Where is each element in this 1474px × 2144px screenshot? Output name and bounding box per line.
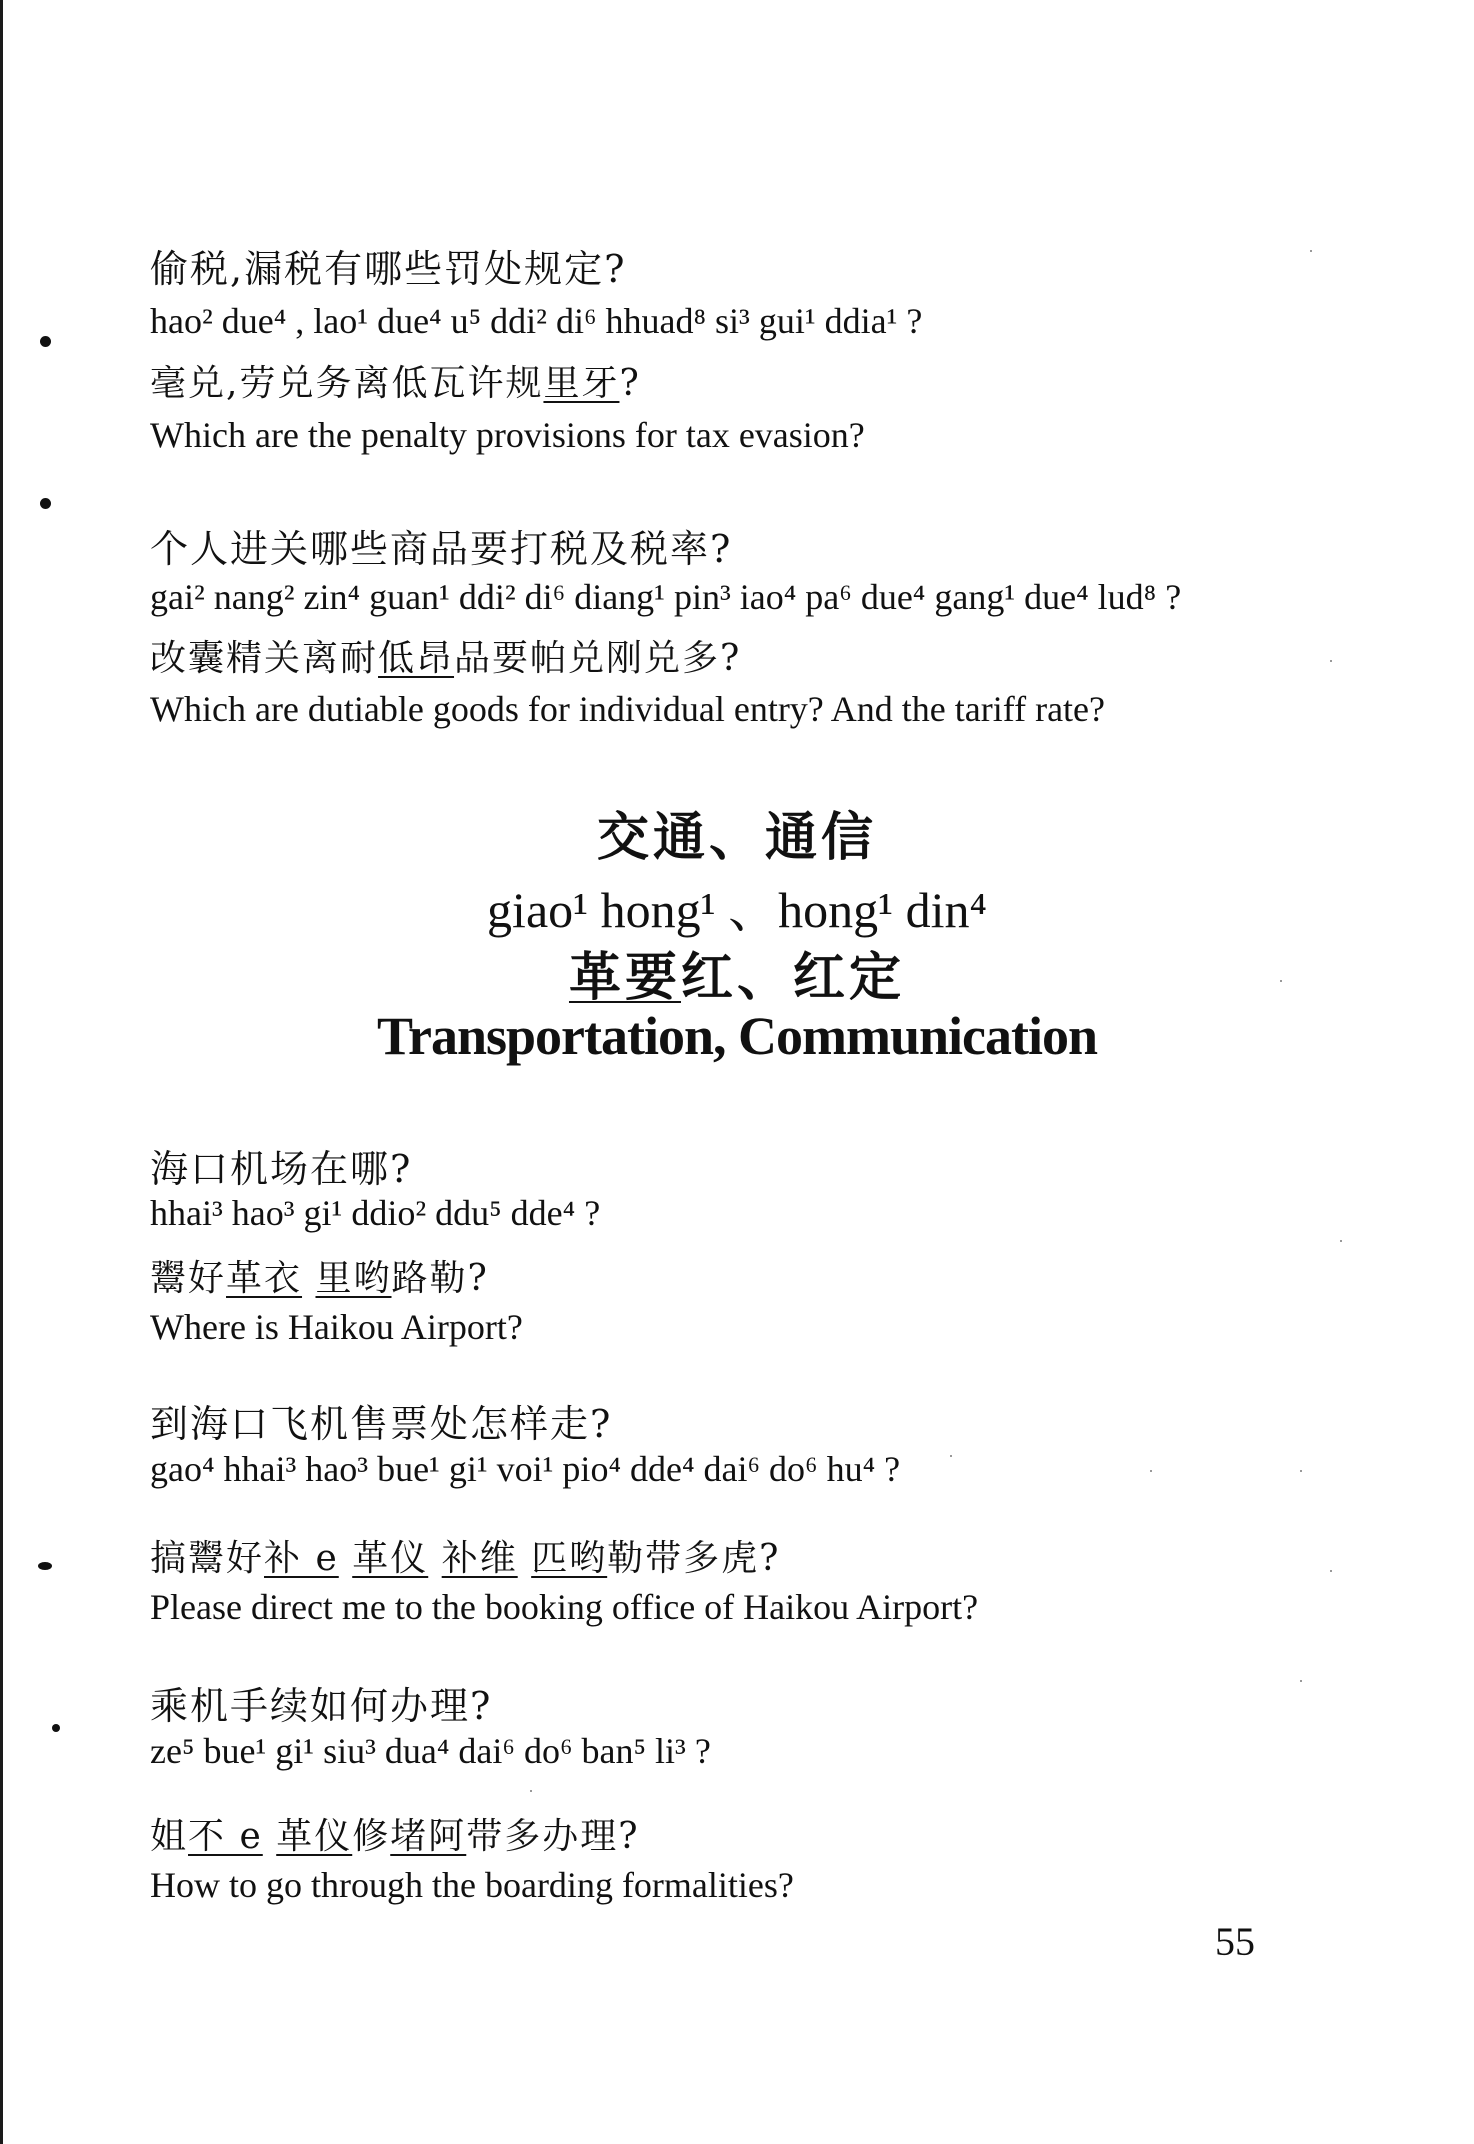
dialect-text: 改囊精关离耐 <box>150 638 379 679</box>
page-number: 55 <box>1215 1919 1255 1964</box>
entry-4-pinyin: gao⁴ hhai³ hao³ bue¹ gi¹ voi¹ pio⁴ dde⁴ dai⁶ do⁶ hu⁴ ? <box>150 1449 901 1489</box>
dialect-text: 勒带多虎? <box>607 1538 781 1579</box>
dialect-underlined: 里哟 <box>315 1258 392 1299</box>
entry-2-pinyin: gai² nang² zin⁴ guan¹ ddi² di⁶ diang¹ pin³ iao⁴ pa⁶ due⁴ gang¹ due⁴ lud⁸ ? <box>150 577 1182 617</box>
dialect-text: ? <box>619 363 641 404</box>
dialect-text: 品要帕兑刚兑多? <box>454 638 742 679</box>
dialect-underlined: 革衣 <box>226 1258 303 1299</box>
entry-3-english: Where is Haikou Airport? <box>150 1307 523 1347</box>
margin-mark <box>38 1562 52 1570</box>
section-title-chinese: 交通、通信 <box>596 807 877 868</box>
dialect-underlined: 革要 <box>568 947 681 1008</box>
margin-mark <box>40 498 51 509</box>
entry-3-chinese: 海口机场在哪? <box>150 1147 413 1191</box>
dialect-underlined: 低昂 <box>378 638 455 679</box>
dialect-underlined: 补 e <box>264 1538 339 1579</box>
entry-5-dialect <box>150 1808 640 1859</box>
entry-1-english: Which are the penalty provisions for tax evasion? <box>150 415 865 455</box>
entry-5-chinese: 乘机手续如何办理? <box>150 1684 493 1728</box>
dialect-underlined: 堵阿 <box>390 1816 467 1857</box>
dialect-underlined: 匹哟 <box>531 1538 608 1579</box>
entry-2-english: Which are dutiable goods for individual entry? And the tariff rate? <box>150 689 1106 729</box>
entry-3-dialect <box>150 1250 489 1301</box>
dialect-underlined: 补维 <box>441 1538 518 1579</box>
dialect-underlined: 不 e <box>188 1816 263 1857</box>
dialect-text: 修 <box>352 1816 391 1857</box>
entry-4-dialect <box>150 1530 780 1581</box>
entry-4-english: Please direct me to the booking office of Haikou Airport? <box>150 1587 979 1627</box>
section-title-dialect <box>0 935 1474 1010</box>
dialect-text: 路勒? <box>391 1258 489 1299</box>
entry-5-pinyin: ze⁵ bue¹ gi¹ siu³ dua⁴ dai⁶ do⁶ ban⁵ li³ ? <box>150 1731 711 1771</box>
dialect-underlined: 革仪 <box>352 1538 429 1579</box>
dialect-text: 红、红定 <box>681 947 906 1008</box>
entry-2-dialect <box>150 630 741 681</box>
entry-1-dialect <box>150 355 641 406</box>
entry-3-pinyin: hhai³ hao³ gi¹ ddio² ddu⁵ dde⁴ ? <box>150 1193 601 1233</box>
dialect-underlined: 革仪 <box>276 1816 353 1857</box>
entry-5-english: How to go through the boarding formalities? <box>150 1865 794 1905</box>
section-title-pinyin: giao¹ hong¹ 、hong¹ din⁴ <box>487 882 987 938</box>
entry-4-chinese: 到海口飞机售票处怎样走? <box>150 1402 613 1446</box>
dialect-text: 带多办理? <box>466 1816 640 1857</box>
entry-1-pinyin: hao² due⁴ , lao¹ due⁴ u⁵ ddi² di⁶ hhuad⁸ si³ gui¹ ddia¹ ? <box>150 301 923 341</box>
entry-1-chinese: 偷税,漏税有哪些罚处规定? <box>150 247 627 291</box>
page-edge <box>0 0 3 2144</box>
margin-mark <box>40 336 51 347</box>
dialect-underlined: 里牙 <box>543 363 620 404</box>
entry-2-chinese: 个人进关哪些商品要打税及税率? <box>150 527 733 571</box>
dialect-text: 搞鬻好 <box>150 1538 265 1579</box>
margin-mark <box>52 1724 60 1732</box>
dialect-text: 鬻好 <box>150 1258 227 1299</box>
dialect-text: 毫兑,劳兑务离低瓦许规 <box>150 363 544 404</box>
section-title-english: Transportation, Communication <box>376 1006 1098 1066</box>
dialect-text: 姐 <box>150 1816 189 1857</box>
